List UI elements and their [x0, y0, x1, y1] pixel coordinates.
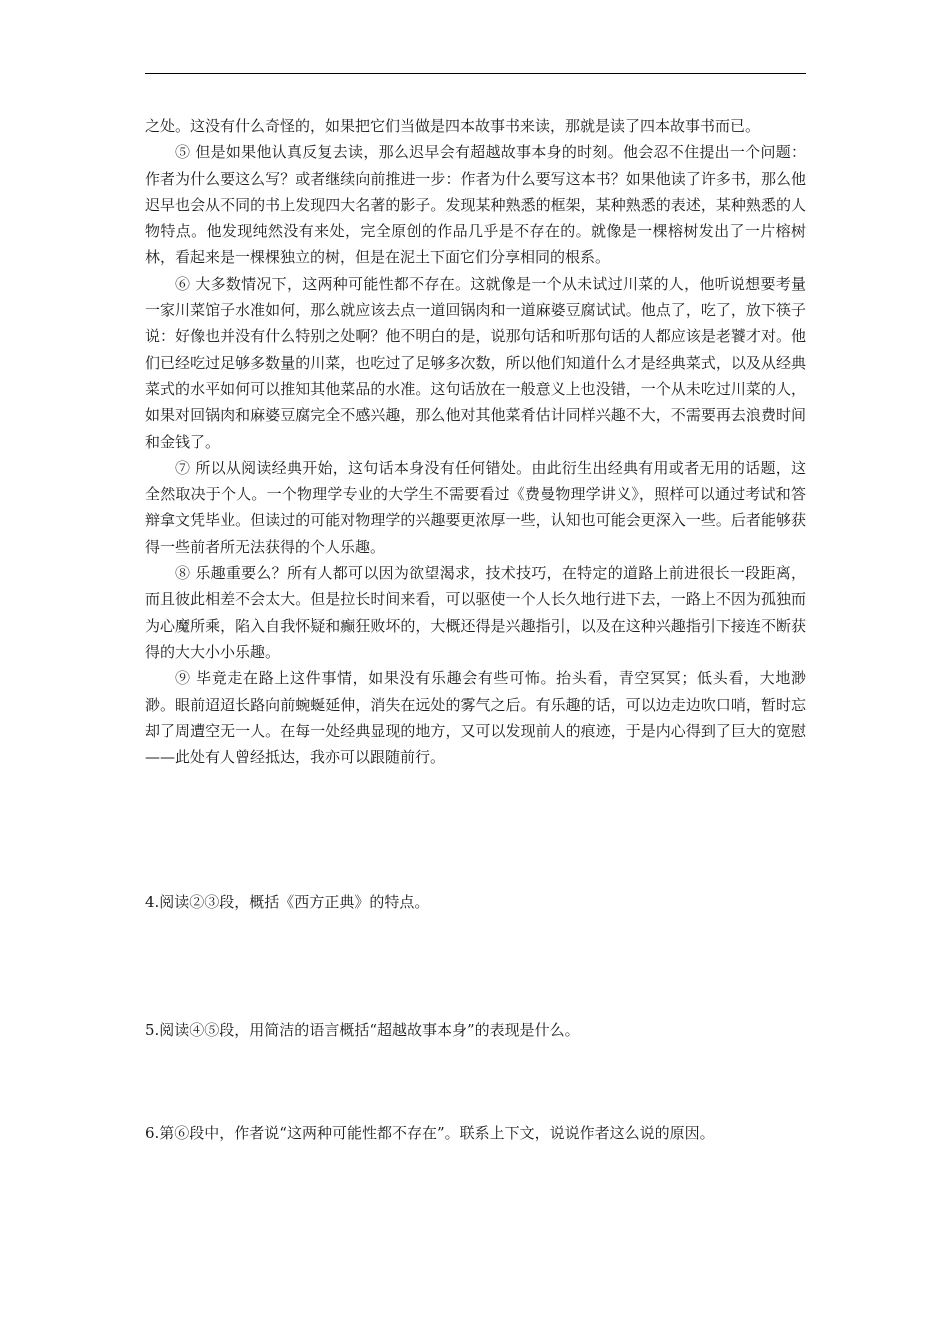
paragraph-7: ⑦ 所以从阅读经典开始，这句话本身没有任何错处。由此衍生出经典有用或者无用的话题，这全然取决于个人。一个物理学专业的大学生不需要看过《费曼物理学讲义》，照样可以通过考试和答辩拿文凭毕业。但读过的可能对物理学的兴趣要更浓厚一些，认知也可能会更深入一些。后者能够获得一些前者所无法获得的个人乐趣。 — [145, 458, 806, 556]
question-4: 4.阅读②③段，概括《西方正典》的特点。 — [145, 893, 430, 911]
paragraph-9: ⑨ 毕竟走在路上这件事情，如果没有乐趣会有些可怖。抬头看，青空冥冥；低头看，大地渺渺。眼前迢迢长路向前蜿蜒延伸，消失在远处的雾气之后。有乐趣的话，可以边走边吹口哨，暂时忘却了周遭空无一人。在每一处经典显现的地方，又可以发现前人的痕迹，于是内心得到了巨大的宽慰——此处有人曾经抵达，我亦可以跟随前行。 — [145, 669, 806, 767]
paragraph-5: ⑤ 但是如果他认真反复去读，那么迟早会有超越故事本身的时刻。他会忍不住提出一个问题：作者为什么要这么写？或者继续向前推进一步：作者为什么要写这本书？如果他读了许多书，那么他迟早也会从不同的书上发现四大名著的影子。发现某种熟悉的框架，某种熟悉的表述，某种熟悉的人物特点。他发现纯然没有来处，完全原创的作品几乎是不存在的。就像是一棵榕树发出了一片榕树林，看起来是一棵棵独立的树，但是在泥土下面它们分享相同的根系。 — [145, 143, 806, 267]
question-6: 6.第⑥段中，作者说“这两种可能性都不存在”。联系上下文，说说作者这么说的原因。 — [145, 1124, 715, 1142]
header-rule — [145, 73, 806, 74]
paragraph-6: ⑥ 大多数情况下，这两种可能性都不存在。这就像是一个从未试过川菜的人，他听说想要考量一家川菜馆子水准如何，那么就应该去点一道回锅肉和一道麻婆豆腐试试。他点了，吃了，放下筷子说：好像也并没有什么特别之处啊？他不明白的是，说那句话和听那句话的人都应该是老饕才对。他们已经吃过足够多数量的川菜，也吃过了足够多次数，所以他们知道什么才是经典菜式，以及从经典菜式的水平如何可以推知其他菜品的水准。这句话放在一般意义上也没错，一个从未吃过川菜的人，如果对回锅肉和麻婆豆腐完全不感兴趣，那么他对其他菜肴估计同样兴趣不大，不需要再去浪费时间和金钱了。 — [145, 274, 806, 451]
paragraph-8: ⑧ 乐趣重要么？所有人都可以因为欲望渴求，技术技巧，在特定的道路上前进很长一段距离，而且彼此相差不会太大。但是拉长时间来看，可以驱使一个人长久地行进下去，一路上不因为孤独而为心魔所乘，陷入自我怀疑和癫狂败坏的，大概还得是兴趣指引，以及在这种兴趣指引下接连不断获得的大大小小乐趣。 — [145, 564, 806, 661]
passage-body — [145, 113, 806, 1142]
question-5: 5.阅读④⑤段，用简洁的语言概括“超越故事本身”的表现是什么。 — [145, 1021, 580, 1039]
paragraph-continuation: 之处。这没有什么奇怪的，如果把它们当做是四本故事书来读，那就是读了四本故事书而已。 — [145, 117, 761, 135]
